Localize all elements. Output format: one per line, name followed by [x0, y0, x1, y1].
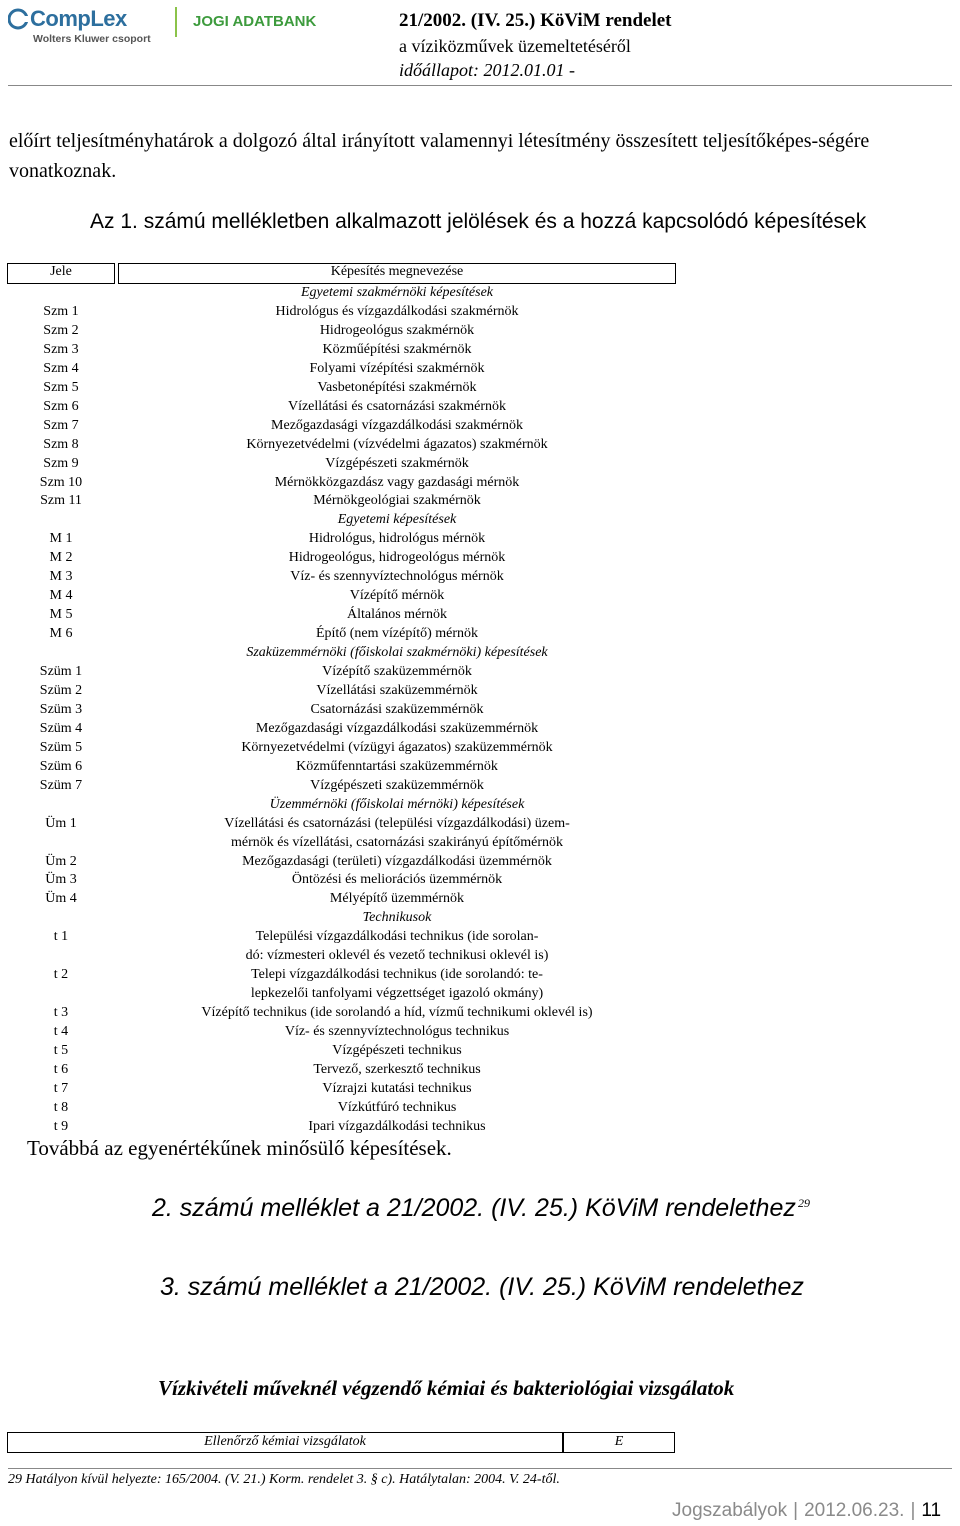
- row-code: t 9: [53, 1118, 69, 1134]
- row-code: Szüm 2: [39, 683, 83, 698]
- row-qualification-name: Általános mérnök: [347, 607, 447, 623]
- row-code: Szüm 7: [39, 777, 83, 793]
- category-heading: Egyetemi képesítések: [337, 512, 457, 528]
- row-qualification-name: Vízgépészeti technikus: [332, 1043, 462, 1058]
- intro-paragraph: előírt teljesítményhatárok a dolgozó által irányított valamennyi létesítmény összesített teljesítőképes-ségére vonatkoznak.: [9, 130, 870, 182]
- row-code: t 2: [53, 967, 69, 983]
- row-qualification-name: Hidrogeológus szakmérnök: [319, 322, 475, 338]
- row-code: Szm 9: [43, 455, 79, 471]
- row-code: Szm 5: [43, 379, 79, 395]
- row-qualification-name: Vasbetonépítési szakmérnök: [317, 379, 477, 395]
- row-qualification-name: Építő (nem vízépítő) mérnök: [315, 626, 479, 642]
- row-code: t 5: [53, 1043, 69, 1058]
- footnote-rule: [8, 1468, 952, 1469]
- row-code: Üm 2: [45, 853, 77, 869]
- row-code: Szüm 1: [39, 664, 83, 679]
- footer-divider: |: [910, 1500, 916, 1521]
- row-code: M 1: [49, 531, 73, 547]
- row-qualification-name: Vízellátási és csatornázási (települési vízgazdálkodási) üzem-: [224, 815, 570, 831]
- row-code: Szm 6: [43, 398, 79, 414]
- category-heading: Üzemmérnöki (főiskolai mérnöki) képesítések: [269, 796, 525, 812]
- row-code: Szm 3: [43, 341, 79, 357]
- table-header-name: [118, 263, 676, 284]
- document-title: 21/2002. (IV. 25.) KöViM rendelet: [399, 10, 672, 31]
- footnote: 29 Hatályon kívül helyezte: 165/2004. (V. 21.) Korm. rendelet 3. § c). Hatálytalan: 2004. V. 24-től.: [8, 1472, 560, 1487]
- jogi-adatbank-brand: JOGI ADATBANK: [193, 13, 317, 30]
- row-qualification-name: Mezőgazdasági vízgazdálkodási szakmérnök: [271, 417, 523, 433]
- row-qualification-name: Hidrológus és vízgazdálkodási szakmérnök: [275, 303, 519, 319]
- footer-source: Jogszabályok: [672, 1500, 788, 1521]
- page-footer: [672, 1500, 941, 1522]
- row-qualification-name: dó: vízmesteri oklevél és vezető technikusi oklevél is): [245, 948, 549, 964]
- row-qualification-name: Települési vízgazdálkodási technikus (ide sorolan-: [255, 929, 539, 945]
- row-code: t 8: [53, 1099, 69, 1115]
- row-qualification-name: Öntözési és meliorációs üzemmérnök: [291, 872, 503, 888]
- row-code: Szüm 3: [39, 701, 83, 717]
- row-code: t 1: [53, 929, 69, 945]
- row-code: t 4: [53, 1024, 69, 1039]
- e-label: E: [614, 1434, 624, 1449]
- row-qualification-name: Közműfenntartási szaküzemmérnök: [296, 758, 498, 774]
- row-code: Szm 7: [43, 417, 79, 433]
- footer-divider: |: [793, 1500, 799, 1521]
- complex-logo: [8, 8, 28, 35]
- row-code: Szm 4: [43, 360, 79, 376]
- row-qualification-name: Vízgépészeti szakmérnök: [325, 455, 469, 471]
- row-qualification-name: Vízkútfúró technikus: [337, 1099, 457, 1115]
- row-code: Szm 8: [43, 436, 79, 452]
- row-code: t 3: [53, 1005, 69, 1021]
- row-code: M 2: [49, 550, 73, 566]
- row-qualification-name: Folyami vízépítési szakmérnök: [309, 360, 485, 376]
- row-code: Üm 4: [45, 891, 77, 907]
- row-qualification-name: Mezőgazdasági (területi) vízgazdálkodási üzemmérnök: [242, 853, 552, 869]
- footer-date: 2012.06.23.: [804, 1500, 905, 1521]
- row-qualification-name: Csatornázási szaküzemmérnök: [310, 701, 484, 717]
- row-qualification-name: Hidrológus, hidrológus mérnök: [308, 531, 486, 547]
- row-code: Szüm 6: [39, 758, 83, 774]
- row-code: t 7: [53, 1080, 69, 1096]
- row-qualification-name: Mezőgazdasági vízgazdálkodási szaküzemmérnök: [255, 720, 539, 736]
- section-title: Az 1. számú mellékletben alkalmazott jelölések és a hozzá kapcsolódó képesítések: [90, 210, 867, 233]
- complex-subtitle: Wolters Kluwer csoport: [33, 33, 151, 45]
- footnote-reference: 29: [798, 1196, 810, 1210]
- document-state: időállapot: 2012.01.01 -: [399, 60, 575, 80]
- row-code: Szm 10: [39, 474, 83, 490]
- annex-3-title: 3. számú melléklet a 21/2002. (IV. 25.) KöViM rendelethez: [160, 1273, 804, 1301]
- table2-header-chemical: [7, 1432, 563, 1453]
- row-code: Szüm 5: [39, 739, 83, 755]
- row-qualification-name: Vízépítő szaküzemmérnök: [322, 664, 472, 679]
- table-header-jele: [7, 263, 115, 284]
- row-qualification-name: Vízépítő mérnök: [349, 588, 445, 604]
- row-code: M 3: [49, 569, 73, 585]
- row-qualification-name: Vízépítő technikus (ide sorolandó a híd, vízmű technikumi oklevél is): [201, 1005, 593, 1021]
- row-qualification-name: Víz- és szennyvíztechnológus mérnök: [290, 569, 504, 585]
- row-qualification-name: Környezetvédelmi (vízvédelmi ágazatos) szakmérnök: [246, 436, 548, 452]
- row-code: Szm 11: [40, 493, 82, 509]
- row-qualification-name: Ipari vízgazdálkodási technikus: [308, 1118, 486, 1134]
- row-qualification-name: Tervező, szerkesztő technikus: [313, 1061, 481, 1077]
- row-code: t 6: [53, 1061, 69, 1077]
- complex-logo-icon: [8, 8, 28, 30]
- row-code: Üm 1: [45, 815, 77, 831]
- row-qualification-name: Hidrogeológus, hidrogeológus mérnök: [288, 550, 506, 566]
- annex-2-title: 2. számú melléklet a 21/2002. (IV. 25.) KöViM rendelethez: [152, 1194, 796, 1222]
- row-code: M 4: [49, 588, 73, 604]
- row-qualification-name: Közműépítési szakmérnök: [322, 341, 472, 357]
- document-subject: a víziközművek üzemeltetéséről: [399, 36, 631, 56]
- row-qualification-name: Mérnökgeológiai szakmérnök: [313, 493, 481, 509]
- row-code: Szm 1: [43, 303, 79, 319]
- chemical-tests-label: Ellenőrző kémiai vizsgálatok: [204, 1434, 366, 1449]
- page-number: 11: [921, 1500, 942, 1521]
- jele-label: Jele: [50, 264, 72, 279]
- table2-header-e: [563, 1432, 675, 1453]
- category-heading: Technikusok: [362, 910, 432, 926]
- row-code: M 5: [49, 607, 73, 623]
- row-qualification-name: Környezetvédelmi (vízügyi ágazatos) szaküzemmérnök: [241, 739, 553, 755]
- row-code: Üm 3: [45, 872, 77, 888]
- annex-3-subtitle: Vízkivételi műveknél végzendő kémiai és bakteriológiai vizsgálatok: [158, 1376, 735, 1400]
- row-qualification-name: mérnök és vízellátási, csatornázási szakirányú építőmérnök: [231, 834, 563, 850]
- row-qualification-name: Mérnökközgazdász vagy gazdasági mérnök: [274, 474, 520, 490]
- row-qualification-name: lepkezelői tanfolyami végzettséget igazoló okmány): [250, 986, 544, 1002]
- row-qualification-name: Vízgépészeti szaküzemmérnök: [310, 777, 484, 793]
- category-heading: Szaküzemmérnöki (főiskolai szakmérnöki) képesítések: [246, 645, 548, 660]
- row-code: M 6: [49, 626, 73, 642]
- header-separator: [175, 7, 177, 37]
- row-qualification-name: Vízellátási és csatornázási szakmérnök: [287, 398, 507, 414]
- row-code: Szm 2: [43, 322, 79, 338]
- equivalent-qualifications-note: Továbbá az egyenértékűnek minősülő képesítések.: [27, 1136, 452, 1160]
- header-rule: [8, 85, 952, 86]
- row-code: Szüm 4: [39, 720, 83, 736]
- row-qualification-name: Mélyépítő üzemmérnök: [329, 891, 465, 907]
- row-qualification-name: Víz- és szennyvíztechnológus technikus: [284, 1024, 510, 1039]
- row-qualification-name: Telepi vízgazdálkodási technikus (ide sorolandó: te-: [251, 967, 543, 983]
- category-heading: Egyetemi szakmérnöki képesítések: [300, 285, 494, 300]
- name-header-label: Képesítés megnevezése: [330, 264, 464, 279]
- row-qualification-name: Vízellátási szaküzemmérnök: [316, 683, 478, 698]
- complex-brand: CompLex: [30, 6, 127, 31]
- row-qualification-name: Vízrajzi kutatási technikus: [322, 1080, 472, 1096]
